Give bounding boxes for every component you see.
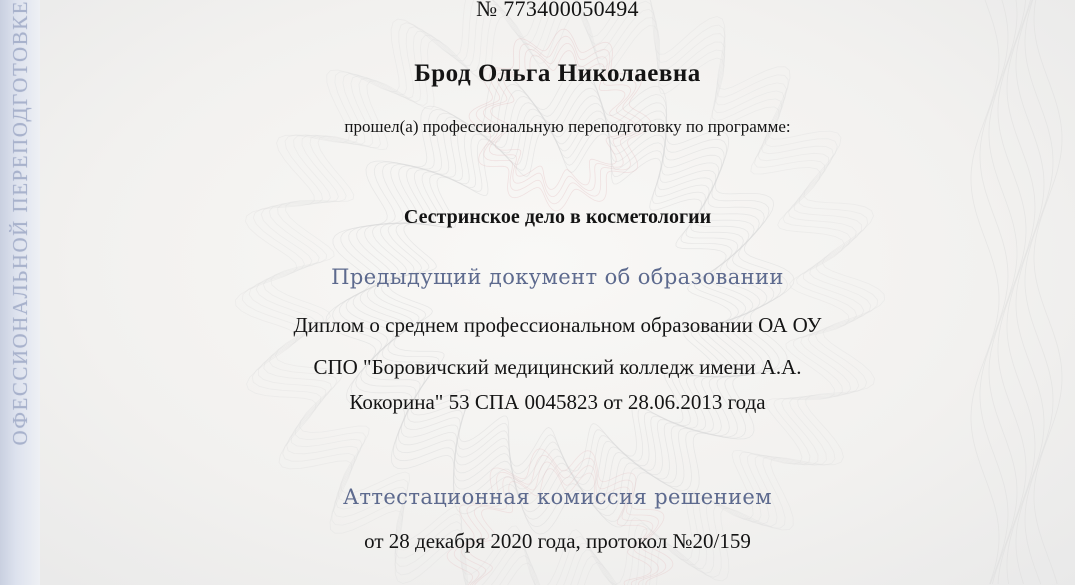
previous-education-heading: Предыдущий документ об образовании [331, 265, 784, 289]
commission-heading: Аттестационная комиссия решением [343, 485, 772, 509]
left-border-band [0, 0, 40, 585]
document-number: № 773400050494 [476, 0, 639, 21]
previous-education-line: Диплом о среднем профессиональном образовании ОА ОУ [293, 313, 822, 337]
program-name: Сестринское дело в косметологии [403, 206, 712, 228]
previous-education-line: Кокорина" 53 СПА 0045823 от 28.06.2013 года [349, 390, 766, 414]
watermark-rosette-bottom [447, 449, 673, 585]
previous-education-line: СПО "Боровичский медицинский колледж имени А.А. [313, 355, 802, 379]
side-border-text: ОФЕССИОНАЛЬНОЙ ПЕРЕПОДГОТОВКЕ [7, 0, 32, 446]
program-intro: прошел(а) профессиональную переподготовку по программе: [344, 117, 791, 136]
commission-decision: от 28 декабря 2020 года, протокол №20/159 [364, 529, 751, 553]
holder-name: Брод Ольга Николаевна [414, 60, 701, 87]
